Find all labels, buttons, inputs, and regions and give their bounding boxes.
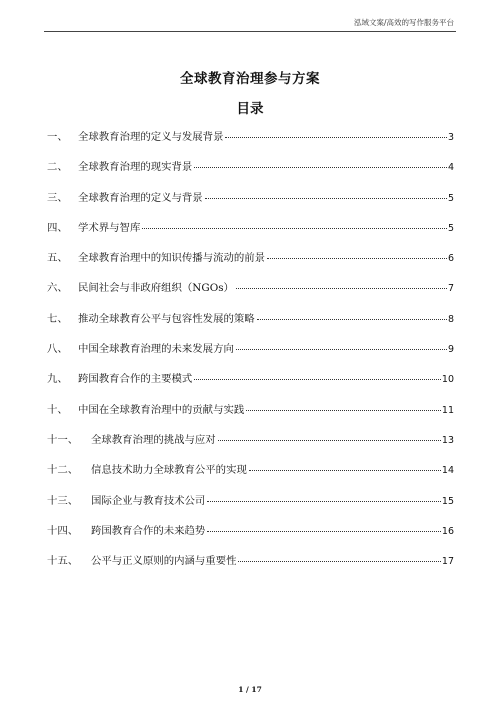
toc-leader xyxy=(194,379,441,380)
toc-entry[interactable] xyxy=(47,189,454,219)
toc-leader xyxy=(246,410,441,411)
toc-entry[interactable] xyxy=(47,370,454,400)
toc-entry-title: 国际企业与教育技术公司 xyxy=(91,494,206,507)
toc-entry-number: 十四、 xyxy=(47,524,79,537)
toc-leader xyxy=(194,167,447,168)
toc-entry-title: 中国全球教育治理的未来发展方向 xyxy=(78,343,234,356)
toc-leader xyxy=(207,531,441,532)
toc-entry-number: 十三、 xyxy=(47,494,79,507)
table-of-contents xyxy=(47,128,454,582)
toc-entry-title: 全球教育治理中的知识传播与流动的前景 xyxy=(78,252,266,265)
header-rule xyxy=(44,31,456,32)
toc-entry-title: 全球教育治理的现实背景 xyxy=(78,161,193,174)
toc-leader xyxy=(207,501,441,502)
toc-entry-page: 10 xyxy=(441,374,454,386)
toc-entry[interactable] xyxy=(47,340,454,370)
toc-leader xyxy=(205,198,447,199)
toc-entry-page: 13 xyxy=(441,434,454,446)
toc-entry[interactable] xyxy=(47,401,454,431)
toc-entry-title: 推动全球教育公平与包容性发展的策略 xyxy=(78,312,255,325)
toc-entry-number: 十一、 xyxy=(47,433,79,446)
toc-entry-page: 16 xyxy=(441,525,454,537)
toc-entry-number: 二、 xyxy=(47,161,68,174)
toc-entry[interactable] xyxy=(47,552,454,582)
toc-entry-number: 八、 xyxy=(47,343,68,356)
toc-leader xyxy=(218,440,441,441)
toc-entry-page: 3 xyxy=(447,132,454,143)
toc-entry-title: 民间社会与非政府组织（NGOs） xyxy=(78,282,234,295)
toc-entry-title: 中国在全球教育治理中的贡献与实践 xyxy=(78,403,245,416)
toc-leader xyxy=(225,137,446,138)
toc-entry-title: 信息技术助力全球教育公平的实现 xyxy=(91,464,247,477)
toc-entry[interactable] xyxy=(47,219,454,249)
toc-entry-page: 15 xyxy=(441,495,454,507)
document-title: 全球教育治理参与方案 xyxy=(180,71,320,87)
toc-entry[interactable] xyxy=(47,128,454,158)
toc-entry-title: 跨国教育合作的未来趋势 xyxy=(91,524,206,537)
toc-entry[interactable] xyxy=(47,279,454,309)
toc-entry-number: 七、 xyxy=(47,312,68,325)
toc-entry-title: 全球教育治理的挑战与应对 xyxy=(91,433,216,446)
toc-entry-page: 17 xyxy=(441,556,454,568)
toc-leader xyxy=(257,319,447,320)
toc-entry-number: 九、 xyxy=(47,373,68,386)
toc-entry-number: 十、 xyxy=(47,403,68,416)
toc-leader xyxy=(142,228,447,229)
toc-entry[interactable] xyxy=(47,431,454,461)
toc-leader xyxy=(238,561,440,562)
toc-entry-number: 一、 xyxy=(47,131,68,143)
toc-entry-title: 全球教育治理的定义与背景 xyxy=(78,191,203,204)
toc-entry-page: 8 xyxy=(447,313,454,325)
toc-entry-number: 六、 xyxy=(47,282,68,295)
toc-entry-number: 十五、 xyxy=(47,555,79,568)
toc-entry-title: 全球教育治理的定义与发展背景 xyxy=(78,131,224,143)
page-header: 泓域文案/高效的写作服务平台 xyxy=(353,18,454,27)
toc-entry[interactable] xyxy=(47,249,454,279)
toc-leader xyxy=(267,258,447,259)
toc-leader xyxy=(249,470,441,471)
toc-leader xyxy=(236,349,447,350)
toc-entry-page: 4 xyxy=(447,162,454,174)
toc-entry-number: 四、 xyxy=(47,221,68,234)
toc-entry-page: 7 xyxy=(447,283,454,295)
toc-entry[interactable] xyxy=(47,492,454,522)
toc-entry[interactable] xyxy=(47,461,454,491)
toc-entry-number: 三、 xyxy=(47,191,68,204)
toc-entry[interactable] xyxy=(47,522,454,552)
toc-heading: 目录 xyxy=(236,101,264,117)
page-number-footer: 1 / 17 xyxy=(238,685,262,694)
toc-entry-number: 五、 xyxy=(47,252,68,265)
toc-entry-page: 11 xyxy=(441,404,454,416)
toc-entry-title: 学术界与智库 xyxy=(78,221,141,234)
toc-entry-title: 跨国教育合作的主要模式 xyxy=(78,373,193,386)
toc-entry-page: 6 xyxy=(447,253,454,265)
toc-entry-number: 十二、 xyxy=(47,464,79,477)
toc-entry[interactable] xyxy=(47,158,454,188)
toc-entry[interactable] xyxy=(47,310,454,340)
toc-entry-title: 公平与正义原则的内涵与重要性 xyxy=(91,555,237,568)
toc-entry-page: 14 xyxy=(441,465,454,477)
toc-entry-page: 9 xyxy=(447,344,454,356)
toc-entry-page: 5 xyxy=(447,192,454,204)
toc-leader xyxy=(236,288,447,289)
toc-entry-page: 5 xyxy=(447,222,454,234)
